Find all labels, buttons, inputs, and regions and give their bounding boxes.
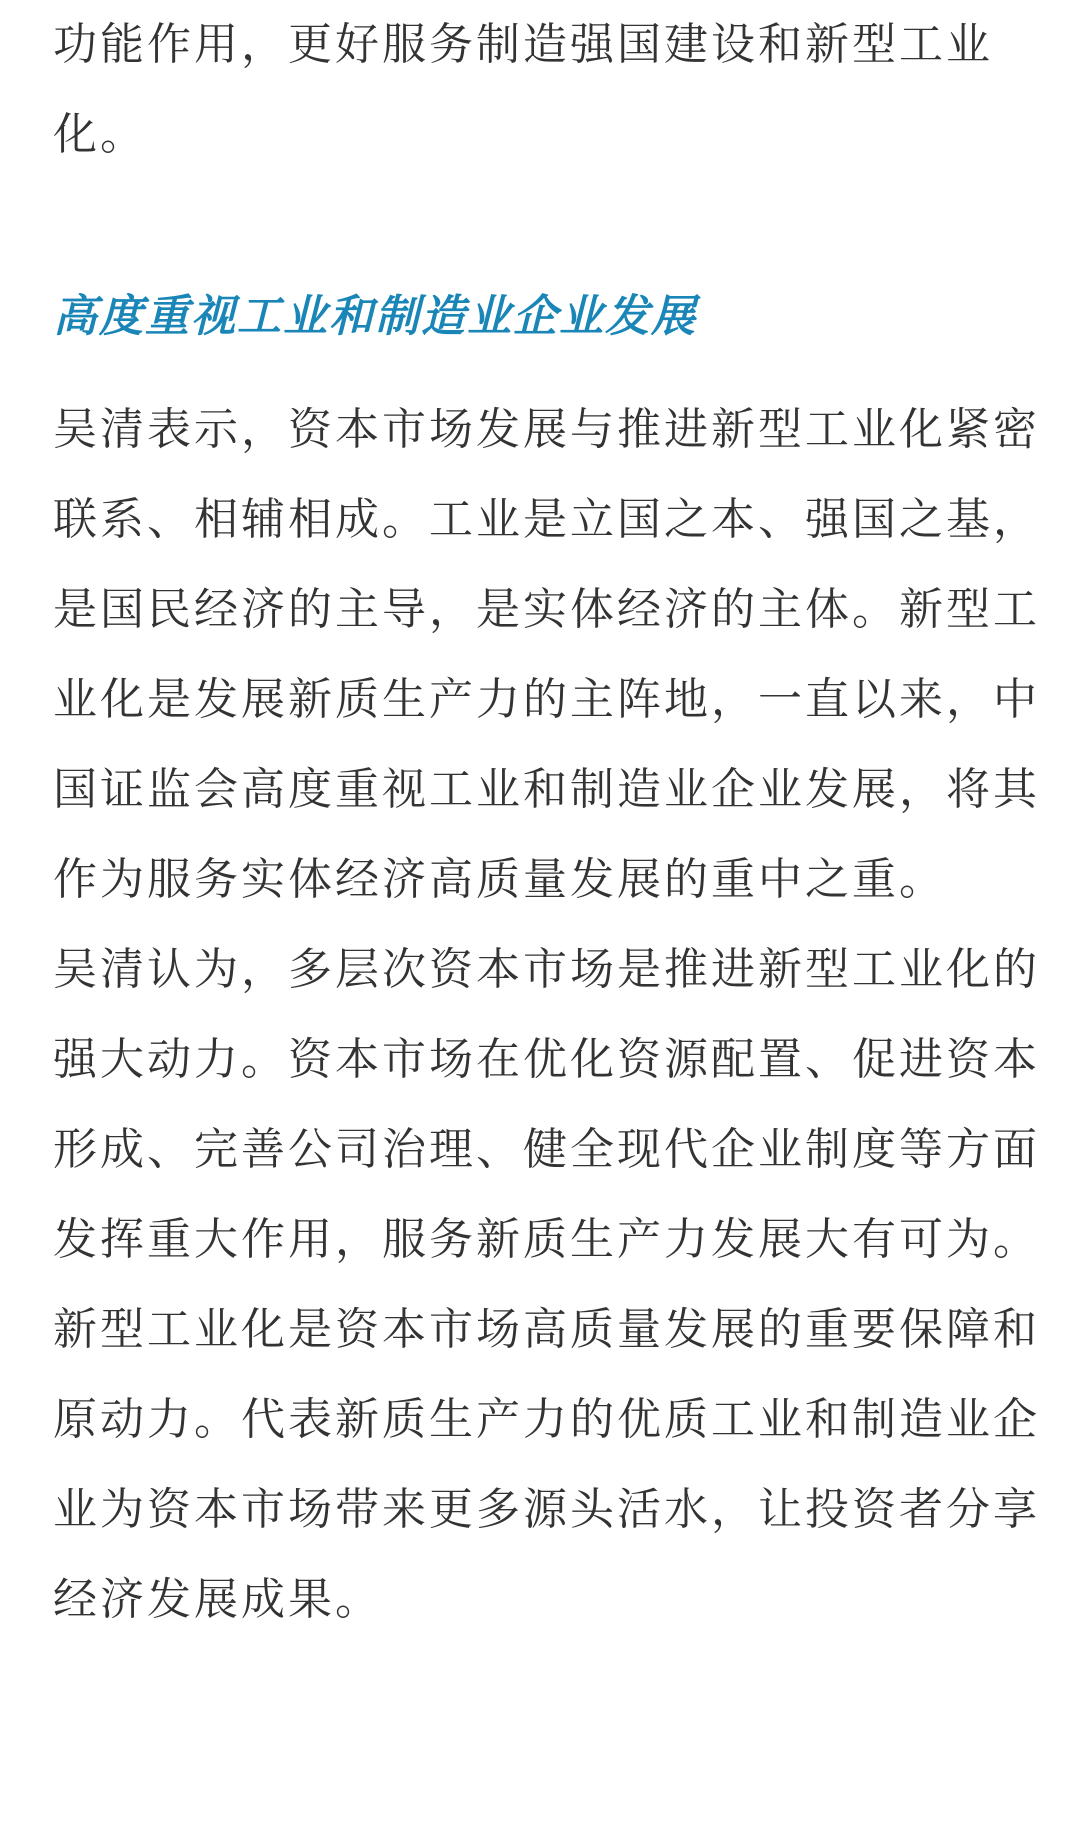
text-line: 原动力。代表新质生产力的优质工业和制造业企 — [53, 1394, 1040, 1445]
text-line: 吴清认为，多层次资本市场是推进新型工业化的 — [53, 944, 1040, 995]
text-line: 吴清表示，资本市场发展与推进新型工业化紧密 — [53, 404, 1040, 455]
text-line: 是国民经济的主导，是实体经济的主体。新型工 — [53, 584, 1040, 635]
text-line: 强大动力。资本市场在优化资源配置、促进资本 — [53, 1034, 1040, 1085]
text-line: 形成、完善公司治理、健全现代企业制度等方面 — [53, 1124, 1040, 1175]
intro-paragraph — [53, 0, 1043, 180]
text-line: 业化是发展新质生产力的主阵地，一直以来，中 — [53, 674, 1040, 725]
section-heading: 高度重视工业和制造业企业发展 — [53, 291, 697, 342]
text-line: 联系、相辅相成。工业是立国之本、强国之基， — [53, 494, 1040, 545]
text-line: 化。 — [53, 109, 147, 160]
text-line: 功能作用，更好服务制造强国建设和新型工业 — [53, 19, 993, 70]
text-line: 发挥重大作用，服务新质生产力发展大有可为。 — [53, 1214, 1040, 1265]
text-line: 国证监会高度重视工业和制造业企业发展，将其 — [53, 764, 1040, 815]
text-line: 经济发展成果。 — [53, 1574, 382, 1625]
text-line: 新型工业化是资本市场高质量发展的重要保障和 — [53, 1304, 1040, 1355]
paragraph-2 — [53, 925, 1043, 1645]
text-line: 业为资本市场带来更多源头活水，让投资者分享 — [53, 1484, 1040, 1535]
paragraph-1 — [53, 385, 1043, 925]
text-line: 作为服务实体经济高质量发展的重中之重。 — [53, 854, 946, 905]
